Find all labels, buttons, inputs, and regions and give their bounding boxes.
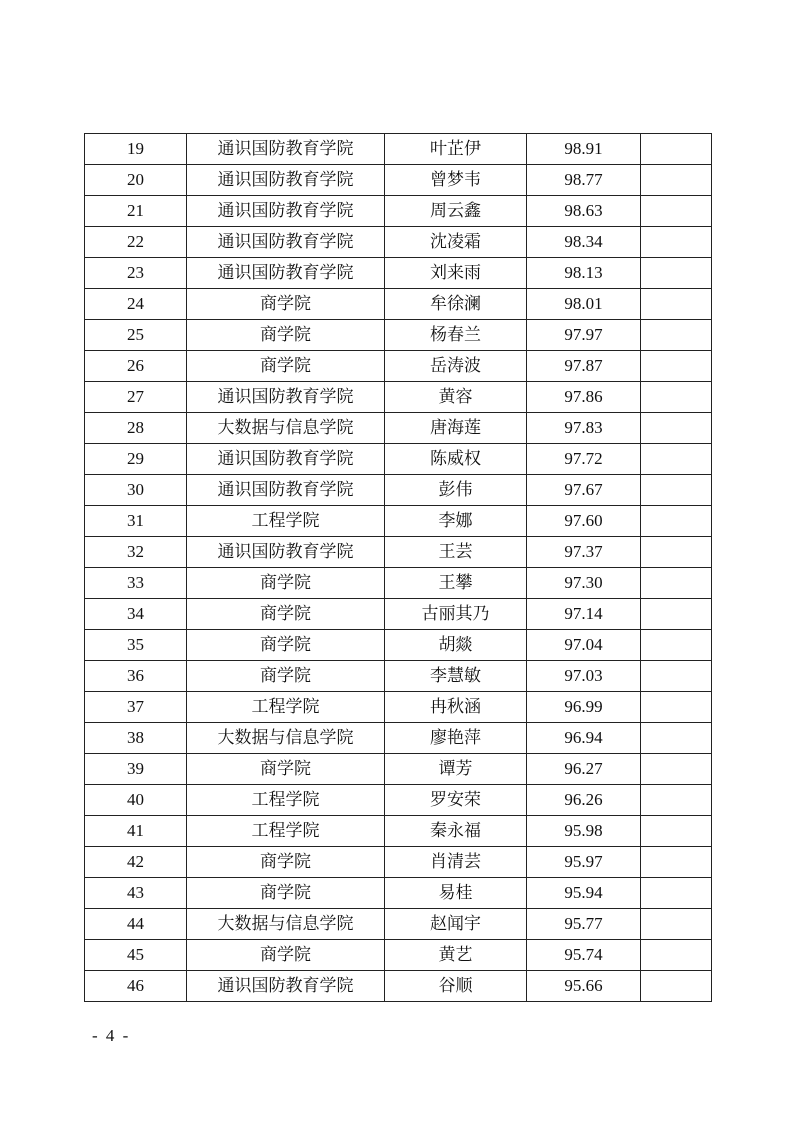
rank-cell: 29 [85, 444, 187, 475]
student-name-cell: 陈威权 [385, 444, 527, 475]
student-name-cell: 唐海莲 [385, 413, 527, 444]
student-name-cell: 李娜 [385, 506, 527, 537]
note-cell [641, 785, 712, 816]
score-cell: 97.14 [527, 599, 641, 630]
score-cell: 98.13 [527, 258, 641, 289]
table-row [85, 196, 712, 227]
college-cell: 商学院 [187, 599, 385, 630]
score-cell: 97.83 [527, 413, 641, 444]
rank-cell: 31 [85, 506, 187, 537]
student-name-cell: 谭芳 [385, 754, 527, 785]
table-row [85, 444, 712, 475]
score-cell: 97.04 [527, 630, 641, 661]
student-name-cell: 彭伟 [385, 475, 527, 506]
table-row [85, 692, 712, 723]
score-cell: 96.94 [527, 723, 641, 754]
college-cell: 商学院 [187, 568, 385, 599]
rank-cell: 24 [85, 289, 187, 320]
rank-cell: 20 [85, 165, 187, 196]
student-name-cell: 黄容 [385, 382, 527, 413]
note-cell [641, 506, 712, 537]
rank-cell: 46 [85, 971, 187, 1002]
score-cell: 98.77 [527, 165, 641, 196]
table-row [85, 289, 712, 320]
table-row [85, 134, 712, 165]
score-cell: 97.67 [527, 475, 641, 506]
note-cell [641, 320, 712, 351]
college-cell: 商学院 [187, 878, 385, 909]
table-row [85, 258, 712, 289]
note-cell [641, 878, 712, 909]
student-name-cell: 肖清芸 [385, 847, 527, 878]
note-cell [641, 568, 712, 599]
student-name-cell: 刘来雨 [385, 258, 527, 289]
ranking-table [84, 133, 712, 1002]
rank-cell: 42 [85, 847, 187, 878]
student-name-cell: 易桂 [385, 878, 527, 909]
table-row [85, 537, 712, 568]
table-row [85, 599, 712, 630]
score-cell: 95.98 [527, 816, 641, 847]
student-name-cell: 杨春兰 [385, 320, 527, 351]
college-cell: 商学院 [187, 630, 385, 661]
rank-cell: 30 [85, 475, 187, 506]
score-cell: 96.27 [527, 754, 641, 785]
score-cell: 98.01 [527, 289, 641, 320]
score-cell: 97.86 [527, 382, 641, 413]
table-row [85, 568, 712, 599]
rank-cell: 33 [85, 568, 187, 599]
score-cell: 95.66 [527, 971, 641, 1002]
college-cell: 工程学院 [187, 506, 385, 537]
college-cell: 通识国防教育学院 [187, 971, 385, 1002]
rank-cell: 27 [85, 382, 187, 413]
rank-cell: 39 [85, 754, 187, 785]
student-name-cell: 沈凌霜 [385, 227, 527, 258]
rank-cell: 32 [85, 537, 187, 568]
table-row [85, 847, 712, 878]
rank-cell: 38 [85, 723, 187, 754]
note-cell [641, 661, 712, 692]
student-name-cell: 罗安荣 [385, 785, 527, 816]
student-name-cell: 曾梦韦 [385, 165, 527, 196]
student-name-cell: 古丽其乃 [385, 599, 527, 630]
rank-cell: 40 [85, 785, 187, 816]
table-row [85, 320, 712, 351]
table-row [85, 227, 712, 258]
table-row [85, 630, 712, 661]
note-cell [641, 599, 712, 630]
score-cell: 97.30 [527, 568, 641, 599]
college-cell: 通识国防教育学院 [187, 258, 385, 289]
table-row [85, 723, 712, 754]
note-cell [641, 382, 712, 413]
score-cell: 98.91 [527, 134, 641, 165]
college-cell: 商学院 [187, 320, 385, 351]
note-cell [641, 134, 712, 165]
college-cell: 大数据与信息学院 [187, 413, 385, 444]
note-cell [641, 475, 712, 506]
table-row [85, 940, 712, 971]
college-cell: 商学院 [187, 754, 385, 785]
ranking-table-body [85, 134, 712, 1002]
score-cell: 97.37 [527, 537, 641, 568]
rank-cell: 25 [85, 320, 187, 351]
note-cell [641, 723, 712, 754]
score-cell: 97.97 [527, 320, 641, 351]
student-name-cell: 谷顺 [385, 971, 527, 1002]
college-cell: 商学院 [187, 289, 385, 320]
page-number: - 4 - [92, 1026, 131, 1045]
college-cell: 大数据与信息学院 [187, 909, 385, 940]
student-name-cell: 秦永福 [385, 816, 527, 847]
rank-cell: 21 [85, 196, 187, 227]
college-cell: 工程学院 [187, 692, 385, 723]
score-cell: 96.26 [527, 785, 641, 816]
table-row [85, 382, 712, 413]
college-cell: 商学院 [187, 661, 385, 692]
note-cell [641, 692, 712, 723]
rank-cell: 28 [85, 413, 187, 444]
table-row [85, 878, 712, 909]
note-cell [641, 258, 712, 289]
score-cell: 95.97 [527, 847, 641, 878]
college-cell: 通识国防教育学院 [187, 227, 385, 258]
note-cell [641, 165, 712, 196]
score-cell: 97.87 [527, 351, 641, 382]
college-cell: 商学院 [187, 847, 385, 878]
table-row [85, 754, 712, 785]
college-cell: 工程学院 [187, 816, 385, 847]
note-cell [641, 971, 712, 1002]
rank-cell: 36 [85, 661, 187, 692]
note-cell [641, 847, 712, 878]
college-cell: 通识国防教育学院 [187, 382, 385, 413]
table-row [85, 816, 712, 847]
note-cell [641, 289, 712, 320]
note-cell [641, 630, 712, 661]
student-name-cell: 叶芷伊 [385, 134, 527, 165]
score-cell: 96.99 [527, 692, 641, 723]
note-cell [641, 351, 712, 382]
table-row [85, 785, 712, 816]
table-row [85, 506, 712, 537]
score-cell: 98.34 [527, 227, 641, 258]
table-row [85, 661, 712, 692]
rank-cell: 34 [85, 599, 187, 630]
college-cell: 商学院 [187, 351, 385, 382]
rank-cell: 37 [85, 692, 187, 723]
student-name-cell: 王攀 [385, 568, 527, 599]
score-cell: 98.63 [527, 196, 641, 227]
table-row [85, 971, 712, 1002]
table-row [85, 413, 712, 444]
college-cell: 通识国防教育学院 [187, 134, 385, 165]
student-name-cell: 岳涛波 [385, 351, 527, 382]
college-cell: 通识国防教育学院 [187, 444, 385, 475]
score-cell: 97.03 [527, 661, 641, 692]
college-cell: 通识国防教育学院 [187, 165, 385, 196]
college-cell: 通识国防教育学院 [187, 537, 385, 568]
score-cell: 95.77 [527, 909, 641, 940]
note-cell [641, 940, 712, 971]
student-name-cell: 廖艳萍 [385, 723, 527, 754]
rank-cell: 41 [85, 816, 187, 847]
rank-cell: 19 [85, 134, 187, 165]
score-cell: 97.60 [527, 506, 641, 537]
note-cell [641, 227, 712, 258]
score-cell: 97.72 [527, 444, 641, 475]
student-name-cell: 赵闻宇 [385, 909, 527, 940]
note-cell [641, 537, 712, 568]
note-cell [641, 909, 712, 940]
score-cell: 95.74 [527, 940, 641, 971]
note-cell [641, 754, 712, 785]
note-cell [641, 444, 712, 475]
note-cell [641, 816, 712, 847]
student-name-cell: 黄艺 [385, 940, 527, 971]
rank-cell: 35 [85, 630, 187, 661]
score-cell: 95.94 [527, 878, 641, 909]
rank-cell: 45 [85, 940, 187, 971]
note-cell [641, 196, 712, 227]
student-name-cell: 王芸 [385, 537, 527, 568]
student-name-cell: 牟徐澜 [385, 289, 527, 320]
student-name-cell: 周云鑫 [385, 196, 527, 227]
college-cell: 工程学院 [187, 785, 385, 816]
student-name-cell: 胡燚 [385, 630, 527, 661]
college-cell: 通识国防教育学院 [187, 196, 385, 227]
rank-cell: 22 [85, 227, 187, 258]
rank-cell: 23 [85, 258, 187, 289]
table-row [85, 351, 712, 382]
student-name-cell: 冉秋涵 [385, 692, 527, 723]
table-row [85, 475, 712, 506]
table-row [85, 909, 712, 940]
rank-cell: 26 [85, 351, 187, 382]
college-cell: 商学院 [187, 940, 385, 971]
college-cell: 通识国防教育学院 [187, 475, 385, 506]
rank-cell: 43 [85, 878, 187, 909]
student-name-cell: 李慧敏 [385, 661, 527, 692]
college-cell: 大数据与信息学院 [187, 723, 385, 754]
note-cell [641, 413, 712, 444]
rank-cell: 44 [85, 909, 187, 940]
table-row [85, 165, 712, 196]
